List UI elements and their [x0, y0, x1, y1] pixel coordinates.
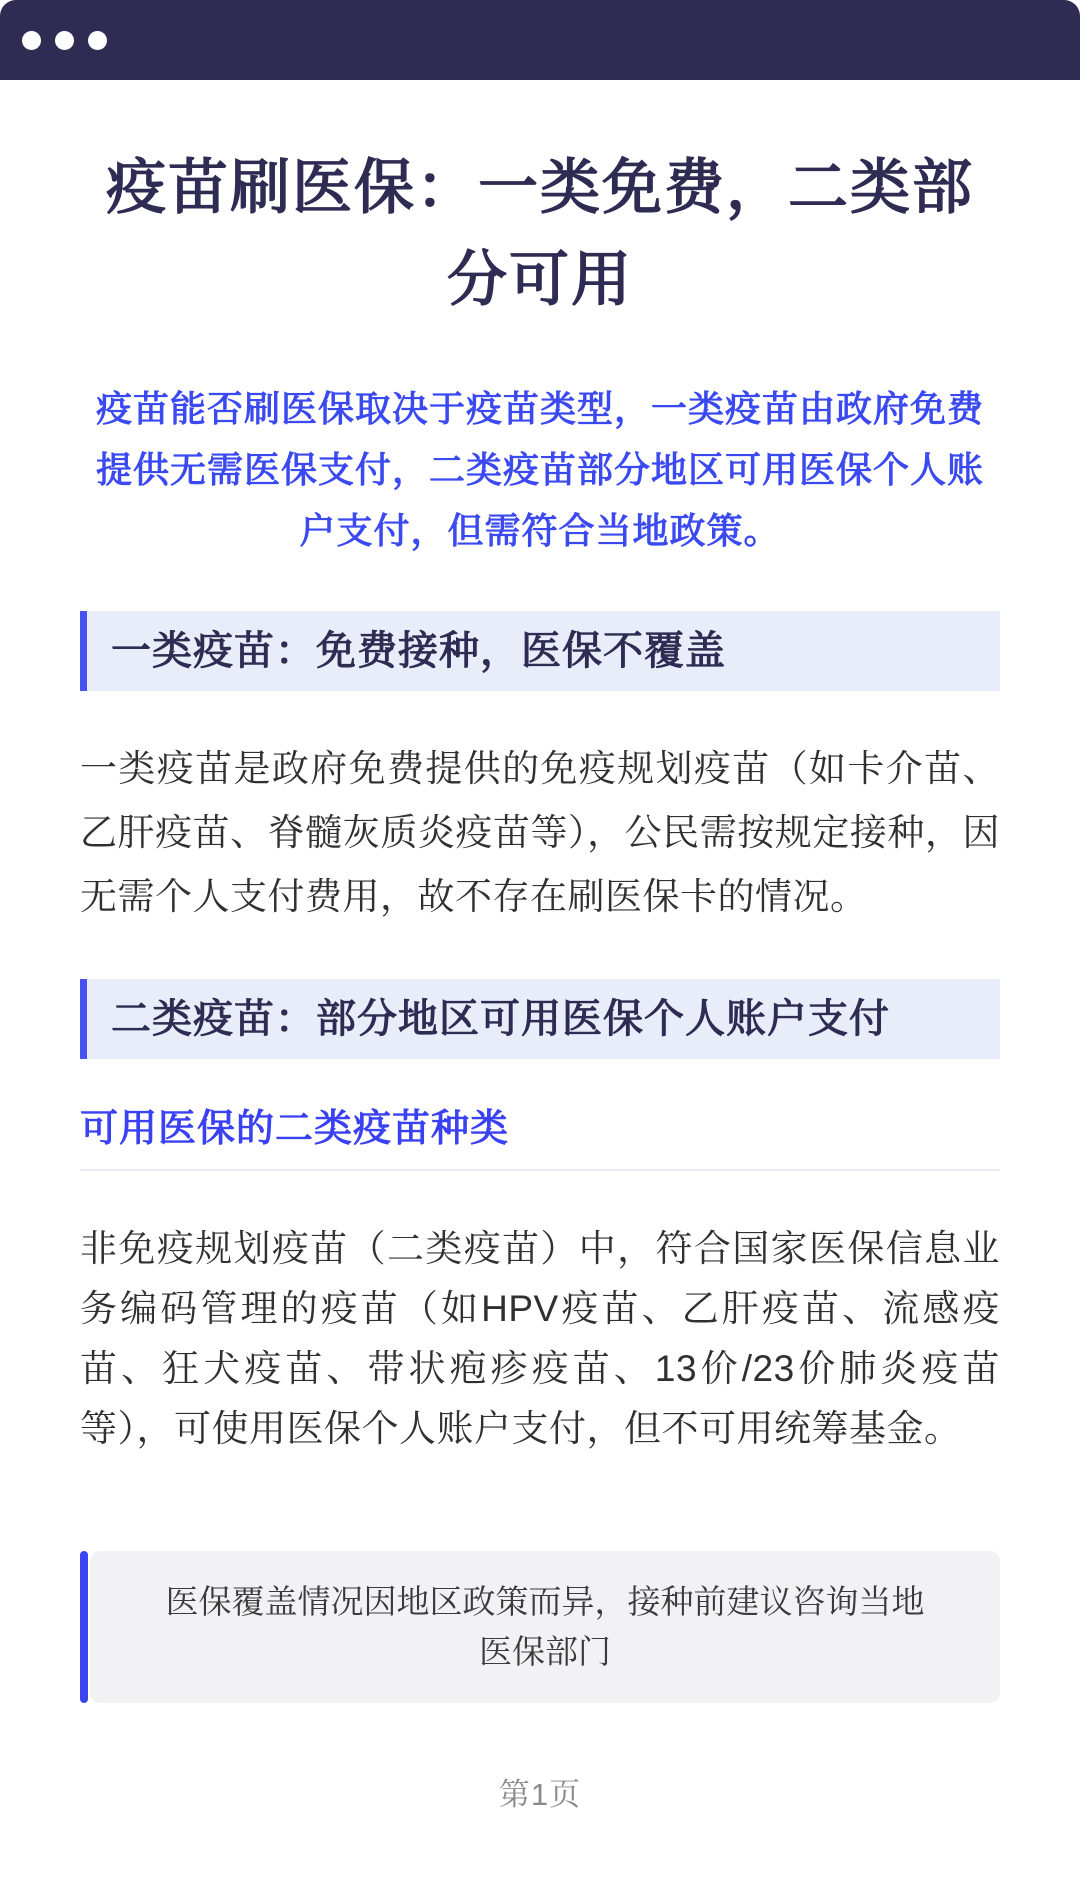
section-paragraph-class1: 一类疫苗是政府免费提供的免疫规划疫苗（如卡介苗、乙肝疫苗、脊髓灰质炎疫苗等），公民需按规定接种，因无需个人支付费用，故不存在刷医保卡的情况。	[80, 748, 1000, 917]
callout-text: 医保覆盖情况因地区政策而异，接种前建议咨询当地医保部门	[165, 1583, 925, 1670]
window-dot-icon	[55, 31, 74, 50]
browser-titlebar	[0, 0, 1080, 80]
divider-line	[80, 1169, 1000, 1171]
section-paragraph-class2: 非免疫规划疫苗（二类疫苗）中，符合国家医保信息业务编码管理的疫苗（如HPV疫苗、乙肝疫苗、流感疫苗、狂犬疫苗、带状疱疹疫苗、13价/23价肺炎疫苗等），可使用医保个人账户支付，但不可用统筹基金。	[80, 1228, 1000, 1449]
callout-note	[80, 1551, 1000, 1703]
window-dot-icon	[22, 31, 41, 50]
callout-accent-bar	[80, 1551, 88, 1703]
section-heading-class2-vaccines	[80, 979, 1000, 1059]
subheading-eligible-vaccine-types: 可用医保的二类疫苗种类	[80, 1108, 510, 1150]
lead-summary: 疫苗能否刷医保取决于疫苗类型，一类疫苗由政府免费提供无需医保支付，二类疫苗部分地区可用医保个人账户支付，但需符合当地政策。	[95, 388, 984, 551]
section-heading-label: 二类疫苗：部分地区可用医保个人账户支付	[111, 997, 890, 1041]
page-title: 疫苗刷医保：一类免费，二类部分可用	[106, 154, 974, 313]
section-heading-label: 一类疫苗：免费接种，医保不覆盖	[111, 629, 726, 673]
window-dot-icon	[88, 31, 107, 50]
article-body	[0, 142, 1080, 1814]
page-number: 第1页	[498, 1777, 582, 1812]
callout-box	[90, 1551, 1000, 1703]
section-heading-class1-vaccines	[80, 611, 1000, 691]
